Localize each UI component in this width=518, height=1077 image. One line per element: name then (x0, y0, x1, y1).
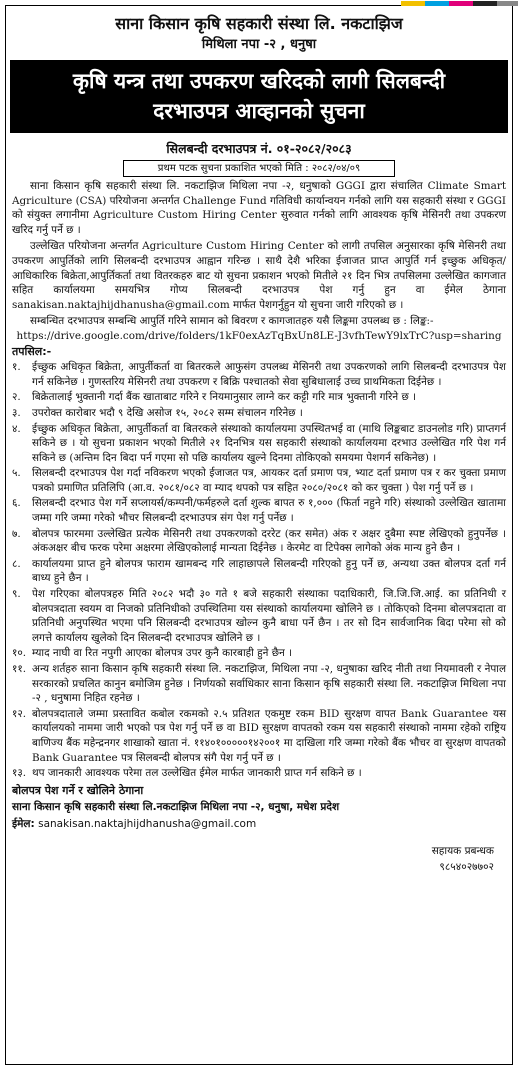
first-published-date: प्रथम पटक सुचना प्रकाशित भएको मिति : २०८२/०४/०९ (123, 160, 395, 177)
item-text: पेश गरिएका बोलपत्रहरु मिति २०८२ भदौ ३० गते १ बजे सहकारी संस्थाका पदाधिकारी, जि.जि.जि.आई. का प्रतिनिधी र बोलपत्रदाता स्वयम वा निजको प्रतिनिधीको उपस्थितिमा यस संस्थाको कार्यालयमा खोलिने छ । तोकिएको दिनमा बोलपत्रदाता वा प्रतिनिधी अनुपस्थित भएमा पनि सिलबन्दी दरभाउपत्र खोल्न कुनै बाधा पर्ने छैन । तर सो दिन सार्वजानिक बिदा परेमा सो को लगत्ते कार्यालय खुलेको दिन सिलबन्दी दरभाउपत्र खोलिने छ । (32, 588, 506, 644)
list-item (12, 496, 506, 525)
item-text: बोलपत्र फारममा उल्लेखित प्रत्येक मेसिनरी तथा उपकरणको दररेट (कर समेत) अंक र अक्षर दुबैमा स्पष्ट लेखिएको हुनुपर्नेछ । अंकअक्षर बीच फरक परेमा अक्षरमा लेखिएकोलाई मान्यता दिईनेछ । केरमेट वा टिपेक्स लागेको अंक मान्य हुने छैन । (32, 527, 506, 555)
list-item (12, 766, 506, 781)
item-text: सिलबन्दी दरभाउ पेश गर्ने सप्लायर्स/कम्पनी/फर्महरुले दर्ता शुल्क बापत रु १,००० (फिर्ता नहुने गरि) संस्थाको उल्लेखित खातामा जम्मा गरि जम्मा गरेको भौचर सिलबन्दी दरभाउपत्र संग पेश गर्नु पर्नेछ । (32, 497, 506, 525)
item-text: थप जानकारी आवश्यक परेमा तल उल्लेखित ईमेल मार्फत जानकारी प्राप्त गर्न सकिने छ । (32, 767, 362, 780)
item-text: सिलबन्दी दरभाउपत्र पेश गर्दा नविकरण भएको ईजाजत पत्र, आयकर दर्ता प्रमाण पत्र, भ्याट दर्ता प्रमाण पत्र र कर चुक्ता प्रमाण पत्रको प्रमाणित प्रतिलिपि (आ.व. २०८१/०८२ वा म्याद थपको पत्र सहित २०८०/२०८१ को कर चुक्ता ) पेश गर्नु पर्ने छ । (32, 467, 506, 494)
item-text: म्याद नाघी वा रित नपुगी आएका बोलपत्र उपर कुनै कारबाही हुने छैन । (32, 647, 293, 660)
organization-name: साना किसान कृषि सहकारी संस्था लि. नकटाझिज (115, 14, 403, 33)
list-item (12, 406, 506, 421)
organization-address: मिथिला नपा -२ , धनुषा (201, 37, 317, 52)
item-number: ७. (12, 527, 21, 540)
item-text: ईच्छुक अधिकृत बिक्रेता, आपुर्तीकर्ता वा बितरकले आफुसंग उपलब्ध मेसिनरी तथा उपकरणको लागि सिलबन्दी दरभाउपत्र पेश गर्न सकिनेछ । गुणस्तरिय मेसिनरी तथा उपकरण र बिक्रि पश्चातको सेवा सुबिधालाई उच्च प्राथमिकता दिईनेछ । (32, 361, 506, 388)
intro-paragraph-2: उल्लेखित परियोजना अन्तर्गत Agriculture Custom Hiring Center को लागी तपसिल अनुसारका कृषि मेसिनरी तथा उपकरण आपुर्तिको लागि सिलबन्दी दरभाउपत्र आह्वान गरिन्छ । साथै देशै भरिका ईजाजत प्राप्त आपुर्ति गर्न इच्छुक अधिकृत/आधिकारिक बिक्रेता,आपुर्तिकर्ता तथा वितरकहरु बाट यो सुचना प्रकाशन भएको मितीले २१ दिन भित्र तपसिलमा उल्लेखित कागजात सहित कार्यालयमा समयभित्र गोप्य सिलबन्दी दरभाउपत्र पेश गर्नु हुन वा ईमेल ठेगाना sanakisan.naktajhijdhanusha@gmail.com मार्फत पेशगर्नुहुन यो सुचना जारी गरिएको छ । (12, 240, 506, 311)
document-link[interactable]: https://drive.google.com/drive/folders/1kF0exAzTqBxUn8LE-J3vfhTewY9lxTrC?usp=sharing (16, 329, 502, 342)
intro-paragraph-3: सम्बन्धित दरभाउपत्र सम्बन्धि आपुर्ति गरिने सामान को बिवरण र कागजातहरु यसै लिङ्कमा उपलब्ध छ : लिङ्क:- (30, 315, 434, 328)
submission-address: साना किसान कृषि सहकारी संस्था लि.नकटाझिज मिथिला नपा -२, धनुषा, मधेश प्रदेश (12, 801, 340, 814)
notice-body (6, 179, 512, 875)
list-item (12, 422, 506, 466)
signatory-designation: सहायक प्रबन्धक (431, 844, 494, 857)
item-text: कार्यालयमा प्राप्त हुने बोलपत्र फाराम खामबन्द गरि लाहाछापले सिलबन्दी गरिएको हुनु पर्ने छ, अन्यथा उक्त बोलपत्र दर्ता गर्न बाध्य हुने छैन । (32, 557, 506, 585)
email-address[interactable]: sanakisan.naktajhijdhanusha@gmail.com (38, 817, 257, 830)
item-number: ४. (12, 422, 21, 435)
item-text: बोलपत्रदाताले जम्मा प्रस्तावित कबोल रकमको २.५ प्रतिशत एकमुष्ट रकम BID सुरक्षण वापत Bank Guarantee यस कार्यालयको नाममा जारी भएको पत्र पेश गर्नु पर्ने छ वा BID सुरक्षण वापतको रकम यस सहकारी संस्थाको नाममा रहेको राष्ट्रिय बाणिज्य बैंक महेन्द्रनगर शाखाको खाता नं. ११४०१०००००१४२००१ मा दाखिला गरि जम्मा गरेको बैंक भौचर वा सुरक्षण वापतको Bank Guarantee पत्र सिलबन्दी बोलपत्र संगै पेश गर्नु पर्ने छ । (32, 707, 506, 764)
notice-page (5, 5, 513, 1065)
contact-phone: ९८५४०२७७०२ (439, 861, 494, 874)
list-item (12, 662, 506, 706)
item-number: १०. (12, 647, 27, 660)
item-text: ईच्छुक अधिकृत बिक्रेता, आपुर्तीकर्ता वा बितरकले संस्थाको कार्यालयमा उपस्थितभई वा (माथि लिङ्कबाट डाउनलोड गरि) प्राप्तगर्न सकिने छ । यो सुचना प्रकाशन भएको मितीले २१ दिनभित्र यस सहकारी संस्थाको कार्यालयमा दरभाउ उल्लेखित गरि पेश गर्न सकिने छ (अन्तिम दिन बिदा पर्न गएमा सो पछि कार्यालय खुल्ने दिनमा तोकिएको समयमा पेशगर्न सकिनेछ) । (32, 422, 506, 464)
title-banner (10, 60, 508, 133)
item-text: उपरोक्त कारोबार भदौ ९ देखि असोज १५, २०८२ सम्म संचालन गरिनेछ । (32, 406, 303, 419)
list-item (12, 707, 506, 765)
item-text: अन्य शर्तहरु साना किसान कृषि सहकारी संस्था लि. नकटाझिज, मिथिला नपा -२, धनुषाका खरिद नीती तथा नियमावली र नेपाल सरकारको प्रचलित कानुन बमोजिम हुनेछ । निर्णयको सर्वाधिकार साना किसान कृषि सहकारी संस्था लि. नकटाझिज मिथिला नपा -२ , धनुषामा निहित रहनेछ । (32, 663, 506, 705)
item-number: ८. (12, 557, 21, 570)
item-number: २. (12, 391, 21, 404)
list-item (12, 557, 506, 586)
item-number: ११. (12, 663, 27, 675)
item-number: १२. (12, 707, 27, 720)
notice-number: सिलबन्दी दरभाउपत्र नं. ०१-२०८२/२०८३ (166, 141, 352, 156)
email-line (12, 817, 506, 832)
list-item (12, 466, 506, 495)
intro-paragraph-1: साना किसान कृषि सहकारी संस्था लि. नकटाझिज मिथिला नपा -२, धनुषाको GGGI द्वारा संचालित Climate Smart Agriculture (CSA) परियोजना अन्तर्गत Challenge Fund गतिविधी कार्यान्वयन गर्नको लागि यस सहकारी संस्था र GGGI को संयुक्त लगानीमा Agriculture Custom Hiring Center सुरुवात गर्नको लागि आवश्यक कृषि मेसिनरी तथा उपकरण खरिद गर्नु पर्ने छ । (12, 180, 506, 236)
list-item (12, 646, 506, 661)
tapsil-heading: तपसिल:- (12, 344, 52, 358)
title-line-2: दरभाउपत्र आव्हानको सुचना (153, 99, 365, 123)
color-registration-strip (401, 1, 518, 6)
list-item (12, 360, 506, 389)
item-number: १. (12, 361, 21, 374)
item-number: ३. (12, 406, 21, 419)
item-number: ५. (12, 467, 21, 480)
item-number: ९. (12, 588, 21, 601)
title-line-1: कृषि यन्त्र तथा उपकरण खरिदको लागी सिलबन्दी (72, 69, 446, 93)
item-text: बिक्रेतालाई भुक्तानी गर्दा बैंक खाताबाट गरिने र नियमानुसार लाग्ने कर कट्टी गरि मात्र भुक्तानी गरिने छ । (32, 391, 416, 404)
submission-address-heading: बोलपत्र पेश गर्ने र खोलिने ठेगाना (12, 783, 144, 797)
item-number: १३. (12, 767, 27, 780)
list-item (12, 390, 506, 405)
list-item (12, 587, 506, 645)
email-label: ईमेल: (12, 817, 35, 830)
list-item (12, 527, 506, 556)
item-number: ६. (12, 497, 21, 510)
